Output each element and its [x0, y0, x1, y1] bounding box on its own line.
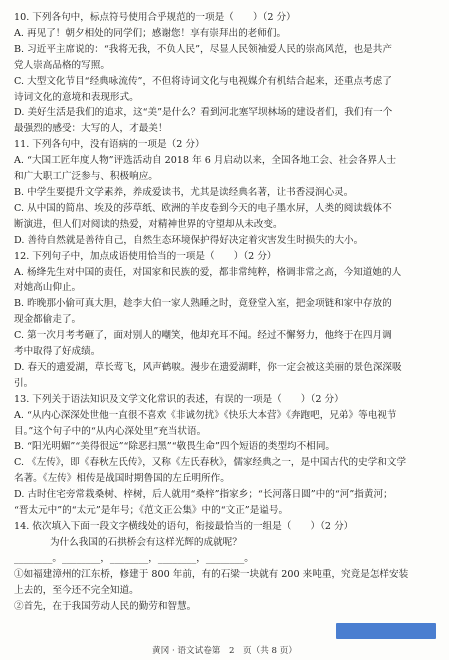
- page-footer: 黄冈 · 语文试卷第 2 页（共 8 页）: [152, 646, 297, 656]
- option-d: D. 春天的遗爱湖，草长莺飞，风声鹤唳。漫步在遗爱湖畔，你一定会被这美丽的景色深深吸 引。: [14, 361, 402, 389]
- question-stem: 12. 下列句子中，加点成语使用恰当的一项是（ ）（2 分）: [14, 250, 277, 262]
- option-d: D. 善待自然就是善待自己，自然生态环境保护得好决定着灾害发生时损失的大小。: [14, 234, 364, 246]
- question-list: [14, 10, 436, 614]
- fill-blanks: ________。________，________，________，________。: [14, 552, 254, 564]
- question-10: [14, 10, 436, 137]
- question-13: [14, 392, 436, 519]
- item-1: ①如福建漳州的江东桥，修建于 800 年前，有的石梁一块就有 200 来吨重，究竟是怎样安装 上去的，至今还不完全知道。: [14, 568, 409, 596]
- option-d: D. 美好生活是我们的追求，这“美”是什么？看到河北塞罕坝林场的建设者们，我们有一个 最强烈的感受：大写的人，才最美！: [14, 107, 393, 135]
- option-d: D. 古时住宅旁常栽桑树、梓树，后人就用“桑梓”指家乡；“长河落日圆”中的“河”指黄河； “晋太元中”的“太元”是年号；《范文正公集》中的“文正”是谥号。: [14, 489, 393, 517]
- corner-badge: [336, 623, 436, 639]
- question-14: [14, 519, 436, 614]
- item-2: ②首先，在于我国劳动人民的勤劳和智慧。: [14, 600, 197, 612]
- question-11: [14, 137, 436, 248]
- question-stem: 10. 下列各句中，标点符号使用合乎规范的一项是（ ）（2 分）: [14, 12, 296, 23]
- option-c: C. 从中国的简帛、埃及的莎草纸、欧洲的羊皮卷到今天的电子墨水屏，人类的阅读载体不 断演进，但人们对阅读的热爱，对精神世界的守望却从未改变。: [14, 202, 392, 230]
- question-12: [14, 249, 436, 392]
- option-b: B. 中学生要提升文学素养，养成爱读书，尤其是读经典名著，让书香浸润心灵。: [14, 186, 354, 198]
- option-b: B. “阳光明媚”“美得很远”“除恶扫黑”“敬畏生命”四个短语的类型均不相同。: [14, 441, 336, 453]
- option-a: A. “从内心深深处世他一直很不喜欢《非诚勿扰》《快乐大本营》《奔跑吧，兄弟》等电视节 目。”这个句子中的“从内心深处里”充当状语。: [14, 409, 397, 437]
- question-stem: 13. 下列关于语法知识及文学文化常识的表述，有误的一项是（ ）（2 分）: [14, 393, 344, 405]
- option-c: C. 大型文化节目“经典咏流传”，不但将诗词文化与电视媒介有机结合起来，还重点考虑了 诗词文化的意境和表现形式。: [14, 75, 392, 103]
- question-stem: 11. 下列各句中，没有语病的一项是（2 分）: [14, 139, 205, 151]
- option-c: C. 第一次月考考砸了，面对别人的嘲笑，他却充耳不闻。经过不懈努力，他终于在四月调 考中取得了好成绩。: [14, 330, 392, 358]
- option-a: A. 再见了！朝夕相处的同学们；感谢您！享有崇拜出的老师们。: [14, 27, 287, 39]
- option-c: C. 《左传》，即《春秋左氏传》，又称《左氏春秋》，儒家经典之一，是中国古代的史学和文学 名著。《左传》相传是战国时期鲁国的左丘明所作。: [14, 457, 407, 485]
- passage-text: 为什么我国的石拱桥会有这样光辉的成就呢？: [50, 536, 242, 548]
- question-stem: 14. 依次填入下面一段文字横线处的语句，衔接最恰当的一组是（ ）（2 分）: [14, 521, 354, 532]
- option-b: B. 昨晚那小偷可真大胆，趁李大伯一家人熟睡之时，竟登堂入室，把金项链和家中存放的 现金都偷走了。: [14, 298, 392, 326]
- option-a: A. “大国工匠年度人物”评选活动自 2018 年 6 月启动以来，全国各地工会、社会各界人士 和广大职工广泛参与、积极响应。: [14, 155, 397, 183]
- option-b: B. 习近平主席说的：“我将无我，不负人民”，尽显人民领袖爱人民的崇高风范，也是共产 党人崇高品格的写照。: [14, 43, 392, 71]
- option-a: A. 杨绛先生对中国的责任，对国家和民族的爱，都非常纯粹，格调非常之高，今知道她的人 对她高山仰止。: [14, 266, 402, 294]
